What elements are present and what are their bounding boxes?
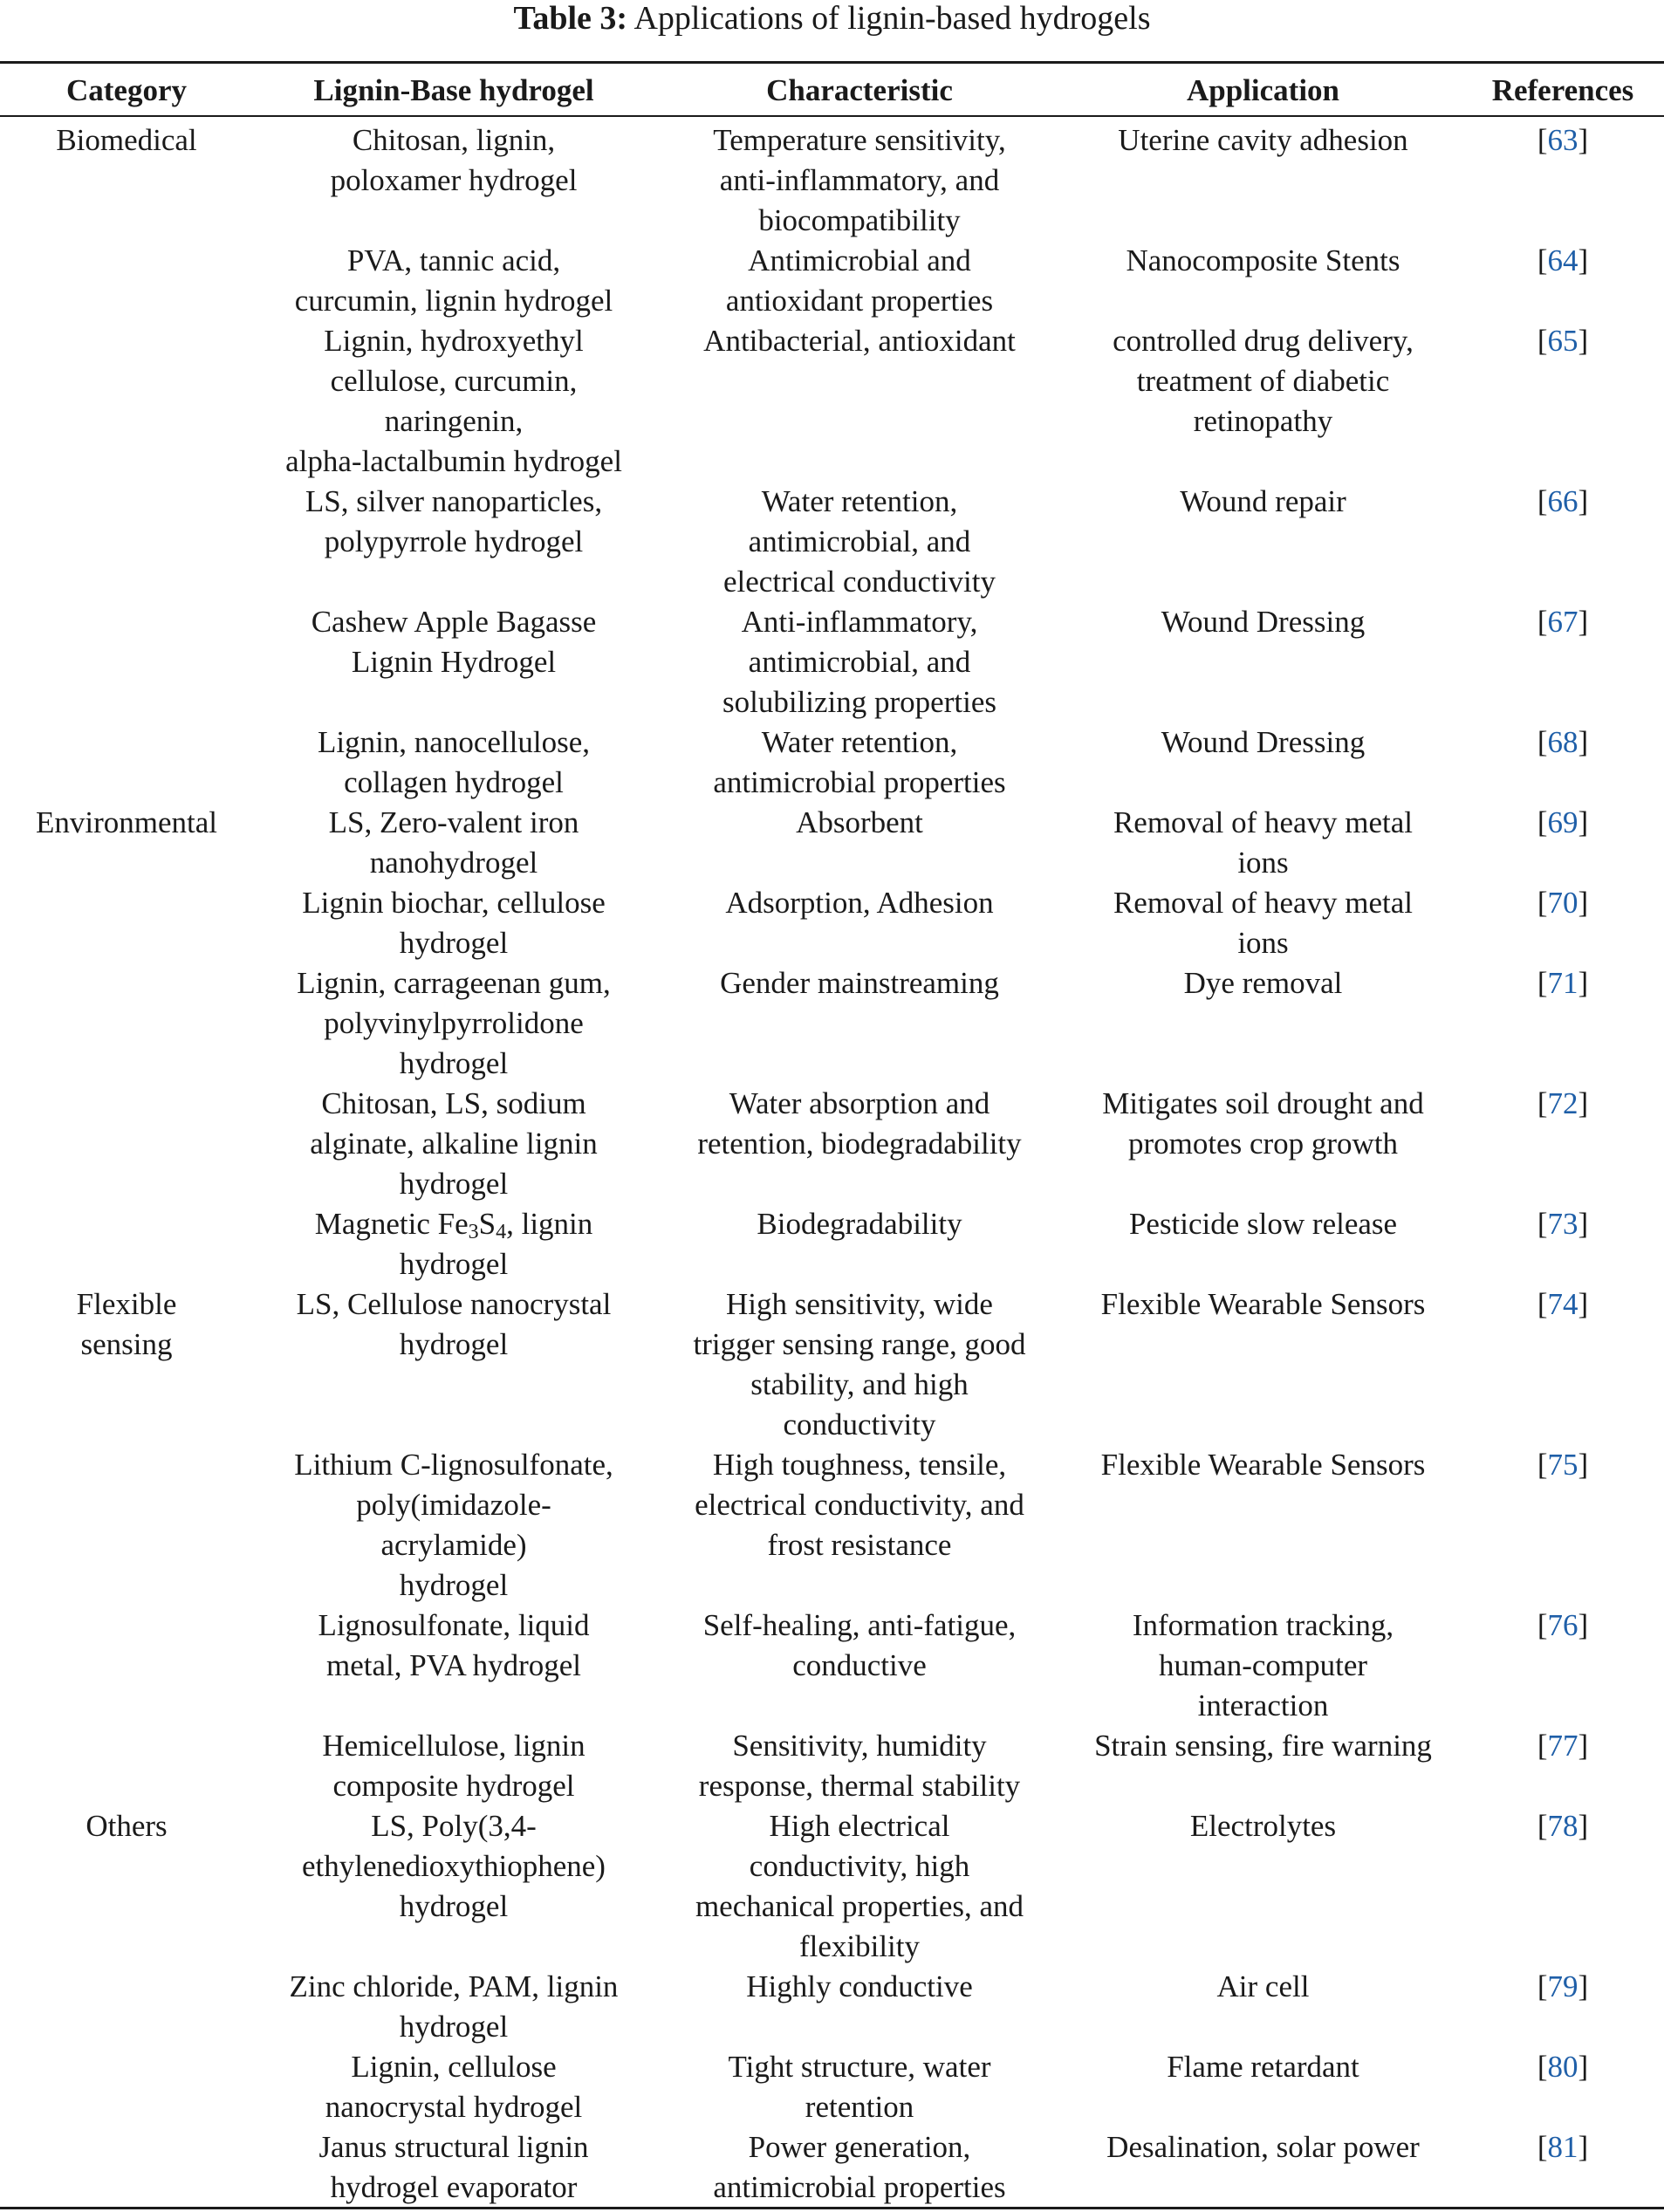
- bracket: ]: [1578, 1809, 1589, 1843]
- text-segment: S: [478, 1207, 496, 1241]
- cell-application: Information tracking, human-computer interaction: [1132, 1608, 1394, 1722]
- cell-hydrogel: Zinc chloride, PAM, lignin hydrogel: [289, 1969, 619, 2044]
- cell-hydrogel: Lignin, nanocellulose, collagen hydrogel: [317, 725, 590, 799]
- bracket: [: [1537, 484, 1548, 518]
- cell-application: Flame retardant: [1167, 2050, 1359, 2084]
- reference-link[interactable]: 75: [1547, 1448, 1578, 1482]
- bracket: [: [1537, 324, 1548, 358]
- table-label: Table 3:: [513, 0, 628, 37]
- cell-hydrogel: [253, 1204, 654, 1284]
- cell-reference: [1462, 321, 1664, 361]
- reference-link[interactable]: 76: [1547, 1608, 1578, 1642]
- bracket: ]: [1578, 725, 1589, 759]
- cell-reference: [1462, 1806, 1664, 1846]
- table-caption: [0, 0, 1664, 37]
- bracket: ]: [1578, 805, 1589, 839]
- cell-reference: [1462, 1084, 1664, 1124]
- reference-link[interactable]: 63: [1547, 123, 1578, 157]
- cell-category: Others: [86, 1809, 168, 1843]
- cell-category: Biomedical: [56, 123, 197, 157]
- cell-reference: [1462, 1204, 1664, 1244]
- bracket: [: [1537, 805, 1548, 839]
- cell-characteristic: Highly conductive: [746, 1969, 973, 2003]
- cell-characteristic: Biodegradability: [757, 1207, 962, 1241]
- bracket: ]: [1578, 1086, 1589, 1120]
- cell-hydrogel: PVA, tannic acid, curcumin, lignin hydrogel: [294, 243, 613, 318]
- subscript: 3: [468, 1221, 479, 1243]
- cell-application: Electrolytes: [1189, 1809, 1337, 1843]
- cell-characteristic: Temperature sensitivity, anti-inflammatory, and biocompatibility: [713, 123, 1006, 237]
- bracket: [: [1537, 1207, 1548, 1241]
- bracket: [: [1537, 725, 1548, 759]
- top-rule: [0, 61, 1664, 64]
- reference-link[interactable]: 78: [1547, 1809, 1578, 1843]
- reference-link[interactable]: 74: [1547, 1287, 1578, 1321]
- cell-hydrogel: LS, Zero-valent iron nanohydrogel: [328, 805, 579, 880]
- bracket: ]: [1578, 484, 1589, 518]
- cell-application: Wound Dressing: [1161, 725, 1366, 759]
- cell-reference: [1462, 1606, 1664, 1646]
- cell-application: controlled drug delivery, treatment of diabetic retinopathy: [1113, 324, 1414, 438]
- bracket: ]: [1578, 1207, 1589, 1241]
- cell-characteristic: Gender mainstreaming: [720, 966, 999, 1000]
- bracket: [: [1537, 1969, 1548, 2003]
- reference-link[interactable]: 64: [1547, 243, 1578, 277]
- header-hydrogel: Lignin-Base hydrogel: [313, 73, 594, 107]
- text-segment: , lignin hydrogel: [399, 1207, 593, 1281]
- cell-characteristic: Antimicrobial and antioxidant properties: [725, 243, 994, 318]
- bracket: [: [1537, 2050, 1548, 2084]
- cell-reference: [1462, 1284, 1664, 1325]
- reference-link[interactable]: 71: [1547, 966, 1578, 1000]
- bracket: ]: [1578, 1448, 1589, 1482]
- cell-category: Environmental: [35, 805, 217, 839]
- cell-hydrogel: Lignin, carrageenan gum, polyvinylpyrrolidone hydrogel: [297, 966, 611, 1080]
- table-header: [0, 68, 1664, 113]
- bracket: [: [1537, 1086, 1548, 1120]
- reference-link[interactable]: 81: [1547, 2130, 1578, 2164]
- cell-application: Flexible Wearable Sensors: [1100, 1287, 1426, 1321]
- reference-link[interactable]: 68: [1547, 725, 1578, 759]
- cell-reference: [1462, 120, 1664, 161]
- cell-application: Nanocomposite Stents: [1126, 243, 1400, 277]
- cell-characteristic: Tight structure, water retention: [728, 2050, 991, 2124]
- cell-characteristic: Water retention, antimicrobial, and electrical conductivity: [723, 484, 996, 599]
- bracket: [: [1537, 966, 1548, 1000]
- cell-characteristic: High electrical conductivity, high mechanical properties, and flexibility: [695, 1809, 1024, 1963]
- cell-hydrogel: Lithium C-lignosulfonate, poly(imidazole- acrylamide) hydrogel: [294, 1448, 613, 1602]
- cell-hydrogel: LS, Poly(3,4- ethylenedioxythiophene) hydrogel: [302, 1809, 606, 1923]
- cell-reference: [1462, 2127, 1664, 2167]
- bracket: ]: [1578, 1969, 1589, 2003]
- cell-application: Removal of heavy metal ions: [1113, 805, 1414, 880]
- bracket: ]: [1578, 1729, 1589, 1763]
- bracket: [: [1537, 243, 1548, 277]
- cell-application: Pesticide slow release: [1128, 1207, 1398, 1241]
- text-segment: Magnetic Fe: [314, 1207, 469, 1241]
- subscript: 4: [496, 1221, 507, 1243]
- bracket: [: [1537, 123, 1548, 157]
- bracket: ]: [1578, 123, 1589, 157]
- reference-link[interactable]: 66: [1547, 484, 1578, 518]
- cell-characteristic: Self-healing, anti-fatigue, conductive: [702, 1608, 1017, 1682]
- cell-reference: [1462, 602, 1664, 642]
- header-category: Category: [65, 73, 187, 107]
- bracket: ]: [1578, 243, 1589, 277]
- bracket: [: [1537, 1287, 1548, 1321]
- cell-characteristic: Sensitivity, humidity response, thermal stability: [698, 1729, 1021, 1803]
- bracket: [: [1537, 605, 1548, 639]
- cell-reference: [1462, 1726, 1664, 1766]
- cell-application: Removal of heavy metal ions: [1113, 886, 1414, 960]
- bracket: [: [1537, 886, 1548, 920]
- cell-characteristic: Power generation, antimicrobial properties: [713, 2130, 1006, 2204]
- cell-hydrogel: Hemicellulose, lignin composite hydrogel: [322, 1729, 585, 1803]
- cell-hydrogel: Lignin, hydroxyethyl cellulose, curcumin, naringenin, alpha-lactalbumin hydrogel: [285, 324, 622, 478]
- cell-application: Mitigates soil drought and promotes crop growth: [1102, 1086, 1424, 1161]
- cell-characteristic: Adsorption, Adhesion: [725, 886, 994, 920]
- bracket: [: [1537, 2130, 1548, 2164]
- bracket: ]: [1578, 966, 1589, 1000]
- bracket: [: [1537, 1809, 1548, 1843]
- cell-characteristic: Anti-inflammatory, antimicrobial, and solubilizing properties: [722, 605, 996, 719]
- cell-application: Flexible Wearable Sensors: [1100, 1448, 1426, 1482]
- cell-application: Uterine cavity adhesion: [1118, 123, 1408, 157]
- reference-link[interactable]: 80: [1547, 2050, 1578, 2084]
- cell-reference: [1462, 963, 1664, 1003]
- cell-reference: [1462, 883, 1664, 923]
- bracket: ]: [1578, 324, 1589, 358]
- cell-hydrogel: Janus structural lignin hydrogel evaporator: [318, 2130, 589, 2204]
- cell-hydrogel: Cashew Apple Bagasse Lignin Hydrogel: [311, 605, 597, 679]
- header-application: Application: [1186, 73, 1340, 107]
- cell-hydrogel: Lignin biochar, cellulose hydrogel: [302, 886, 606, 960]
- cell-application: Wound repair: [1180, 484, 1346, 518]
- cell-application: Air cell: [1216, 1969, 1310, 2003]
- cell-characteristic: Absorbent: [796, 805, 923, 839]
- reference-link[interactable]: 79: [1547, 1969, 1578, 2003]
- cell-category: Flexible sensing: [76, 1287, 177, 1361]
- reference-link[interactable]: 67: [1547, 605, 1578, 639]
- cell-reference: [1462, 482, 1664, 522]
- cell-characteristic: High toughness, tensile, electrical conductivity, and frost resistance: [695, 1448, 1024, 1562]
- bracket: ]: [1578, 605, 1589, 639]
- reference-link[interactable]: 73: [1547, 1207, 1578, 1241]
- cell-hydrogel: Chitosan, LS, sodium alginate, alkaline lignin hydrogel: [310, 1086, 598, 1201]
- cell-hydrogel: LS, Cellulose nanocrystal hydrogel: [296, 1287, 612, 1361]
- bracket: [: [1537, 1608, 1548, 1642]
- reference-link[interactable]: 77: [1547, 1729, 1578, 1763]
- cell-hydrogel: LS, silver nanoparticles, polypyrrole hydrogel: [305, 484, 603, 558]
- header-rule: [0, 115, 1664, 117]
- cell-characteristic: High sensitivity, wide trigger sensing range, good stability, and high conductivity: [693, 1287, 1026, 1442]
- bracket: ]: [1578, 886, 1589, 920]
- table-title: Applications of lignin-based hydrogels: [627, 0, 1151, 37]
- cell-hydrogel: Chitosan, lignin, poloxamer hydrogel: [330, 123, 578, 197]
- cell-reference: [1462, 1445, 1664, 1485]
- cell-application: Wound Dressing: [1161, 605, 1366, 639]
- bracket: ]: [1578, 1287, 1589, 1321]
- header-characteristic: Characteristic: [766, 73, 953, 107]
- bottom-rule: [0, 2207, 1664, 2209]
- bracket: ]: [1578, 2050, 1589, 2084]
- cell-reference: [1462, 803, 1664, 843]
- cell-reference: [1462, 2047, 1664, 2087]
- header-references: References: [1491, 73, 1634, 107]
- bracket: [: [1537, 1448, 1548, 1482]
- cell-hydrogel: Lignosulfonate, liquid metal, PVA hydrogel: [318, 1608, 590, 1682]
- cell-application: Strain sensing, fire warning: [1094, 1729, 1432, 1763]
- bracket: ]: [1578, 2130, 1589, 2164]
- cell-reference: [1462, 722, 1664, 763]
- cell-application: Desalination, solar power: [1106, 2130, 1420, 2164]
- reference-link[interactable]: 65: [1547, 324, 1578, 358]
- cell-characteristic: Water absorption and retention, biodegradability: [697, 1086, 1022, 1161]
- cell-application: Dye removal: [1183, 966, 1343, 1000]
- bracket: ]: [1578, 1608, 1589, 1642]
- reference-link[interactable]: 72: [1547, 1086, 1578, 1120]
- cell-hydrogel: Lignin, cellulose nanocrystal hydrogel: [325, 2050, 583, 2124]
- cell-reference: [1462, 1967, 1664, 2007]
- cell-characteristic: Water retention, antimicrobial properties: [713, 725, 1006, 799]
- cell-reference: [1462, 241, 1664, 281]
- reference-link[interactable]: 69: [1547, 805, 1578, 839]
- reference-link[interactable]: 70: [1547, 886, 1578, 920]
- cell-characteristic: Antibacterial, antioxidant: [703, 324, 1016, 358]
- bracket: [: [1537, 1729, 1548, 1763]
